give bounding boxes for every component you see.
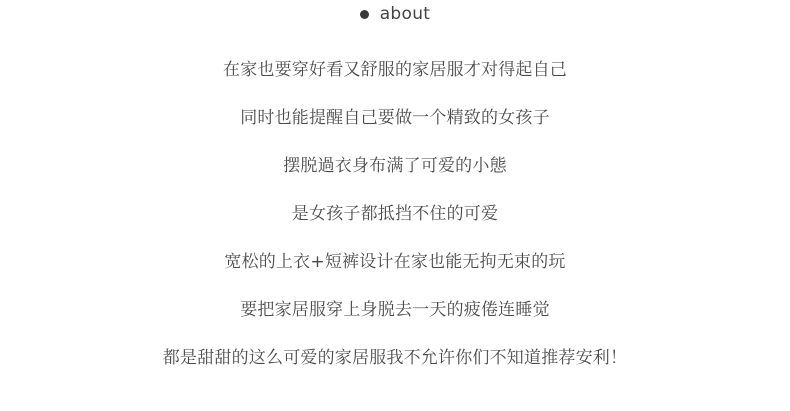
description-line-6: 要把家居服穿上身脱去一天的疲倦连睡觉 bbox=[240, 300, 550, 320]
bullet-icon bbox=[360, 10, 369, 19]
description-line-4: 是女孩子都抵挡不住的可爱 bbox=[291, 204, 499, 224]
description-line-3: 摆脱過衣身布满了可爱的小態 bbox=[283, 156, 507, 176]
description-line-5: 宽松的上衣+短裤设计在家也能无拘无束的玩 bbox=[224, 252, 566, 272]
description-line-7: 都是甜甜的这么可爱的家居服我不允许你们不知道推荐安利！ bbox=[162, 348, 628, 368]
about-title: about bbox=[379, 4, 431, 24]
description-line-1: 在家也要穿好看又舒服的家居服才对得起自己 bbox=[223, 60, 567, 80]
about-heading bbox=[0, 3, 790, 25]
description-lines bbox=[0, 57, 790, 393]
description-line-2: 同时也能提醒自己要做一个精致的女孩子 bbox=[240, 108, 550, 128]
